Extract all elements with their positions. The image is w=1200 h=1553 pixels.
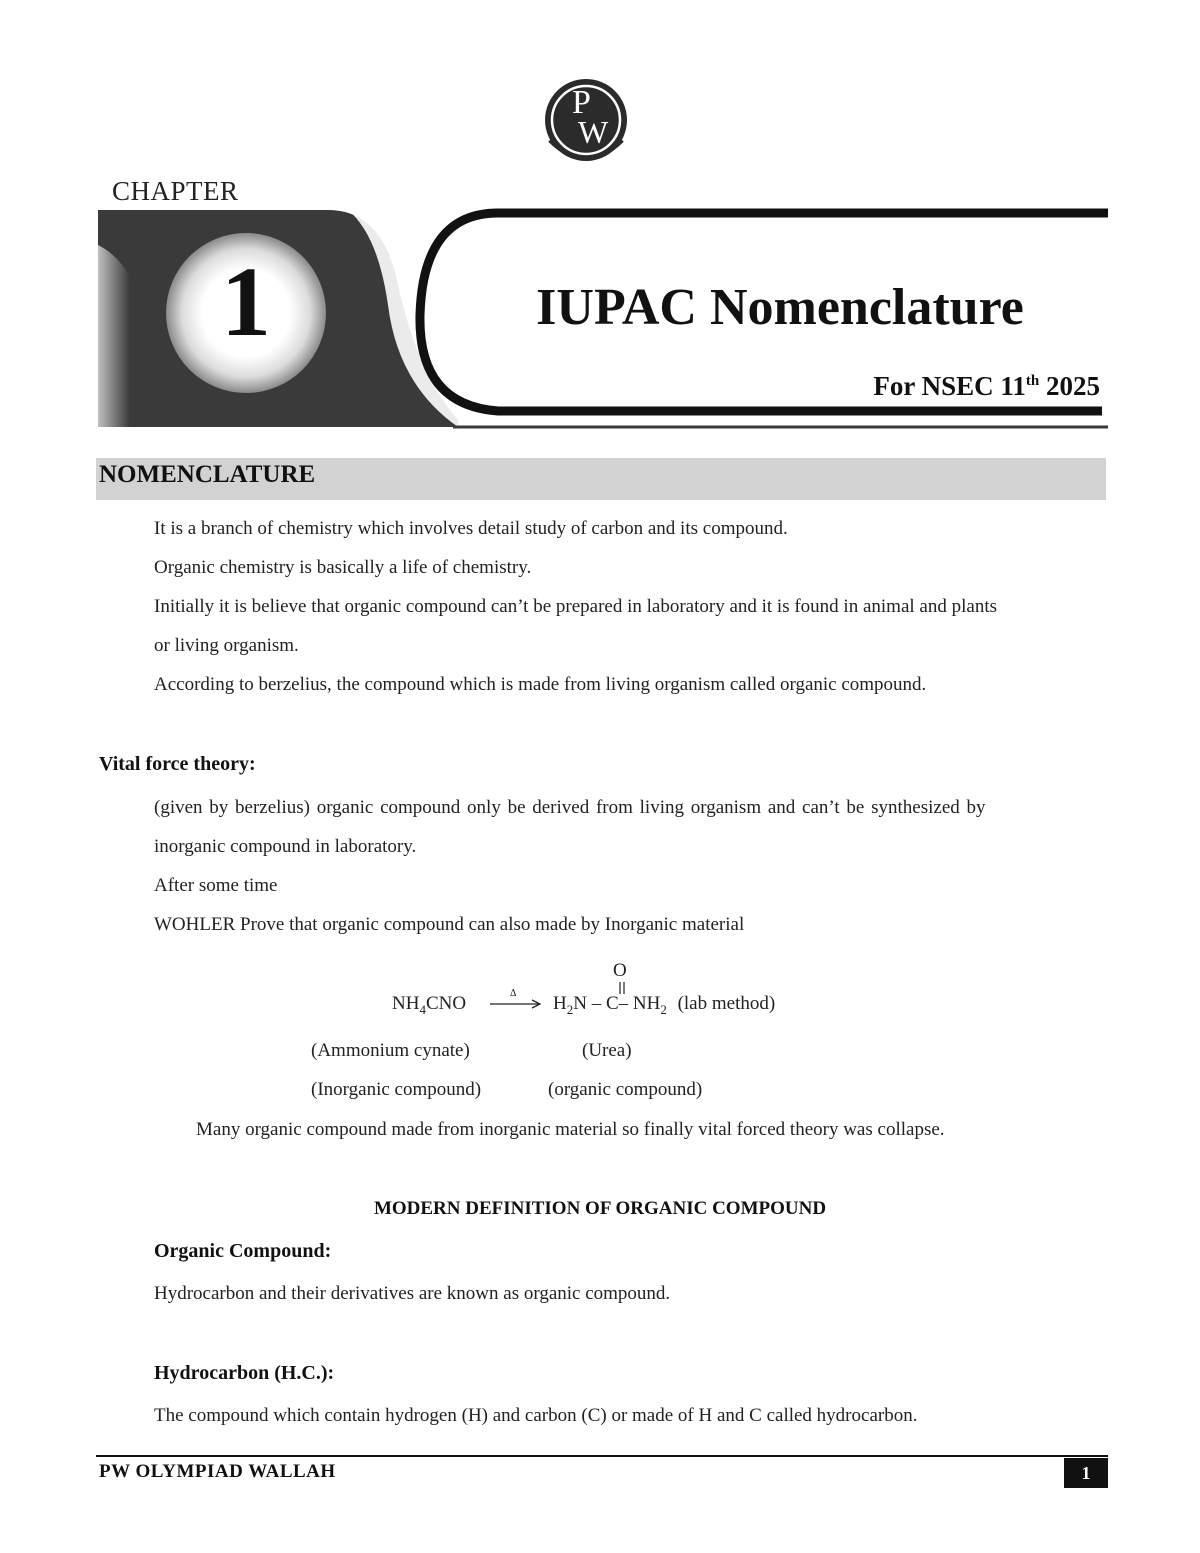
reactant-sub: 4 — [419, 1002, 426, 1017]
page-number: 1 — [1064, 1458, 1108, 1488]
reaction-equation — [392, 993, 466, 1015]
vital-line: WOHLER Prove that organic compound can also made by Inorganic material — [154, 914, 745, 935]
paragraph-line: or living organism. — [154, 635, 299, 656]
chapter-label: CHAPTER — [112, 176, 239, 206]
product-o: O — [613, 960, 627, 981]
paragraph-line: It is a branch of chemistry which involves detail study of carbon and its compound. — [154, 518, 788, 539]
paragraph-line: Initially it is believe that organic compound can’t be prepared in laboratory and it is found in animal and plants — [154, 596, 997, 617]
chapter-subtitle — [800, 371, 1100, 402]
chapter-number: 1 — [221, 246, 271, 357]
hc-text: The compound which contain hydrogen (H) and carbon (C) or made of H and C called hydrocarbon. — [154, 1405, 918, 1426]
section-title: NOMENCLATURE — [99, 461, 316, 488]
reactant-b: CNO — [425, 993, 467, 1014]
subtitle-sup: th — [1025, 373, 1040, 389]
arrow-label: Δ — [510, 988, 517, 999]
reactant-name: (Ammonium cynate) — [311, 1040, 470, 1061]
footer-divider — [96, 1455, 1108, 1457]
footer-brand: PW OLYMPIAD WALLAH — [99, 1461, 336, 1482]
vital-line: inorganic compound in laboratory. — [154, 836, 417, 857]
organic-heading: Organic Compound: — [154, 1240, 332, 1262]
organic-text: Hydrocarbon and their derivatives are known as organic compound. — [154, 1283, 671, 1304]
pw-logo — [544, 78, 628, 170]
hc-heading: Hydrocarbon (H.C.): — [154, 1362, 335, 1384]
product-formula — [553, 993, 775, 1015]
chapter-title: IUPAC Nomenclature — [536, 279, 1024, 336]
reaction-note: (lab method) — [677, 993, 776, 1014]
paragraph-line: Organic chemistry is basically a life of chemistry. — [154, 557, 532, 578]
logo-letter-w: W — [578, 114, 609, 150]
reactant-a: NH — [392, 993, 420, 1014]
reaction-conclusion: Many organic compound made from inorganic material so finally vital forced theory was collapse. — [196, 1119, 945, 1140]
product-type: (organic compound) — [548, 1079, 703, 1100]
subtitle-suffix: 2025 — [1039, 371, 1100, 401]
logo-letter-p: P — [572, 84, 591, 121]
paragraph-line: According to berzelius, the compound which is made from living organism called organic compound. — [154, 674, 927, 695]
modern-title: MODERN DEFINITION OF ORGANIC COMPOUND — [373, 1198, 827, 1219]
vital-line: (given by berzelius) organic compound only be derived from living organism and can’t be synthesized by — [154, 797, 986, 818]
product-h-sub: 2 — [566, 1002, 574, 1017]
product-name: (Urea) — [582, 1040, 632, 1061]
subtitle-prefix: For NSEC 11 — [873, 371, 1026, 401]
product-mid: N – C– NH — [573, 993, 661, 1014]
reactant-type: (Inorganic compound) — [311, 1079, 482, 1100]
product-h: H — [553, 993, 567, 1014]
vital-heading: Vital force theory: — [99, 753, 256, 775]
vital-line: After some time — [154, 875, 278, 896]
product-end-sub: 2 — [660, 1002, 667, 1017]
